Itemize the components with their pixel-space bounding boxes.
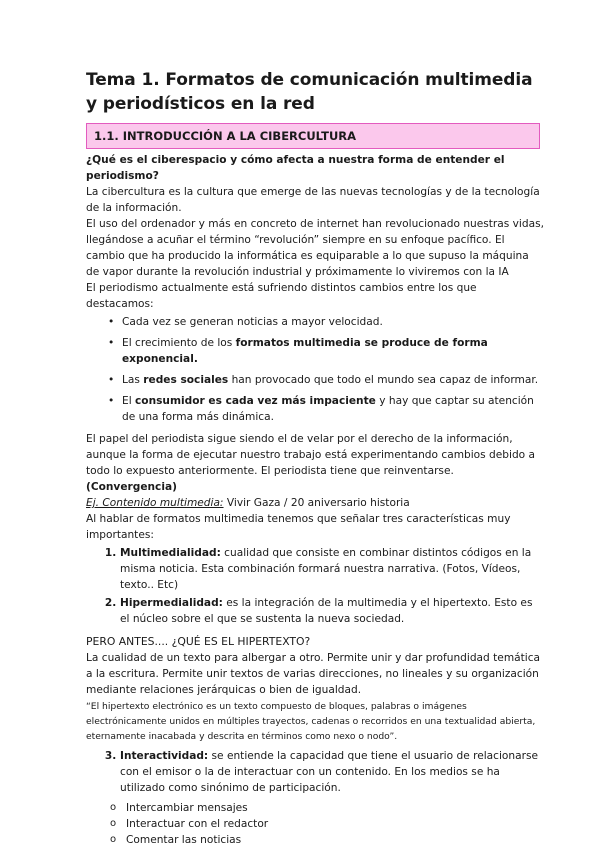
- list-item: • Cada vez se generan noticias a mayor velocidad.: [108, 314, 544, 330]
- document-title: Tema 1. Formatos de comunicación multimedia y periodísticos en la red: [86, 70, 533, 114]
- example-line: Ej. Contenido multimedia: Vivir Gaza / 20 aniversario historia: [86, 497, 410, 509]
- list-item: 2. Hipermedialidad: es la integración de la multimedia y el hipertexto. Esto es el núcleo sobre el que se sustenta la nueva sociedad.: [120, 595, 544, 627]
- paragraph-revolucion: El uso del ordenador y más en concreto de internet han revolucionado nuestras vidas, llegándose a acuñar el término “revolución” siempre en su enfoque pacífico. El cambio que ha producido la informática es equiparable a lo que supuso la máquina de vapor durante la revolución industrial y próximamente lo viviremos con la IA: [86, 218, 544, 278]
- list-item: • El consumidor es cada vez más impaciente y hay que captar su atención de una forma más dinámica.: [108, 393, 544, 425]
- changes-list: [86, 314, 544, 425]
- section-heading: 1.1. INTRODUCCIÓN A LA CIBERCULTURA: [86, 123, 540, 149]
- paragraph-periodista: El papel del periodista sigue siendo el de velar por el derecho de la información, aunque la forma de ejecutar nuestro trabajo está experimentando cambios debido a todo lo expuesto anteriormente. El periodista tiene que reinventarse. (Convergencia): [86, 433, 536, 493]
- features-list-continued: [86, 748, 544, 796]
- paragraph-hipertexto: La cualidad de un texto para albergar a otro. Permite unir y dar profundidad temática a la escritura. Permite unir textos de varias direcciones, no lineales y su organización mediante relaciones jerárquicas o bien de igualdad.: [86, 652, 541, 696]
- list-item: o Interactuar con el redactor: [110, 816, 544, 832]
- quote-hipertexto: “El hipertexto electrónico es un texto compuesto de bloques, palabras o imágenes electrónicamente unidos en múltiples trayectos, cadenas o recorridos en una textualidad abierta, eternamente inacabada y descrita en términos como nexo o nodo”.: [86, 701, 536, 742]
- features-list: [86, 545, 544, 627]
- list-item: • Las redes sociales han provocado que todo el mundo sea capaz de informar.: [108, 372, 544, 388]
- paragraph-cambios-intro: El periodismo actualmente está sufriendo distintos cambios entre los que destacamos:: [86, 282, 477, 310]
- hipertexto-heading: PERO ANTES.... ¿QUÉ ES EL HIPERTEXTO?: [86, 635, 311, 648]
- paragraph-cibercultura: La cibercultura es la cultura que emerge de las nuevas tecnologías y de la tecnología de la información.: [86, 186, 540, 214]
- question-heading: ¿Qué es el ciberespacio y cómo afecta a nuestra forma de entender el periodismo?: [86, 154, 505, 182]
- paragraph-caracteristicas: Al hablar de formatos multimedia tenemos que señalar tres características muy importantes:: [86, 513, 511, 541]
- list-item: 1. Multimedialidad: cualidad que consiste en combinar distintos códigos en la misma noticia. Esta combinación formará nuestra narrativa. (Fotos, Vídeos, texto.. Etc): [120, 545, 544, 593]
- list-item: • El crecimiento de los formatos multimedia se produce de forma exponencial.: [108, 335, 544, 367]
- example-label: Ej. Contenido multimedia:: [86, 497, 224, 509]
- interactividad-sublist: [86, 800, 544, 848]
- list-item: o Comentar las noticias: [110, 832, 544, 848]
- list-item: o Intercambiar mensajes: [110, 800, 544, 816]
- list-item: 3. Interactividad: se entiende la capacidad que tiene el usuario de relacionarse con el emisor o la de interactuar con un contenido. En los medios se ha utilizado como sinónimo de participación.: [120, 748, 544, 796]
